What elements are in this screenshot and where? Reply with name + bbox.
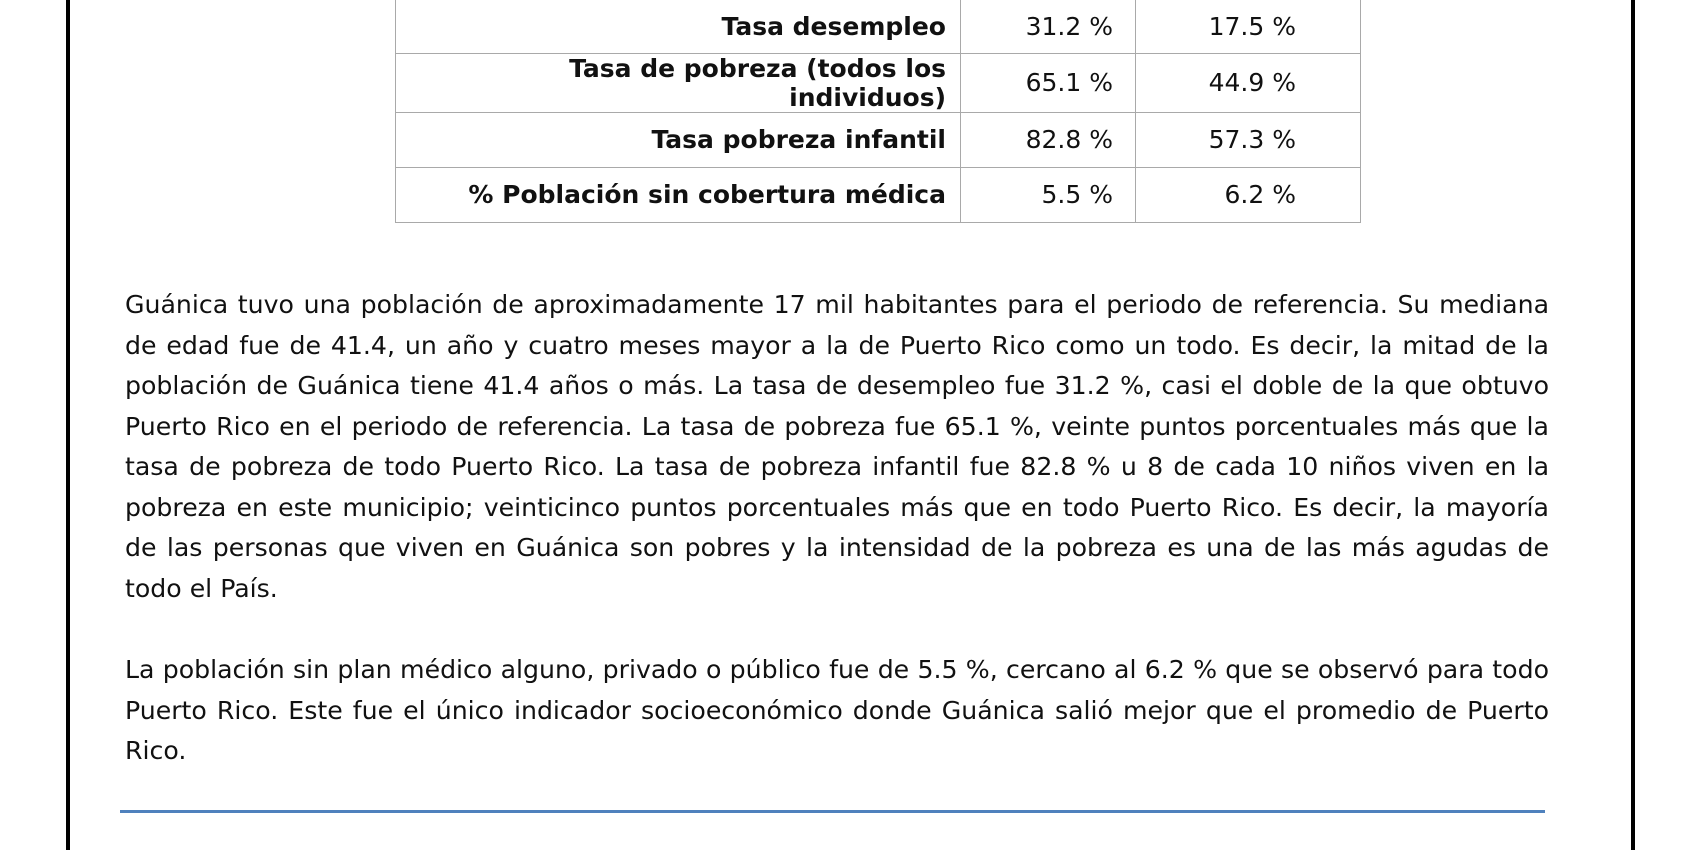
table-row xyxy=(396,167,1361,222)
indicators-table xyxy=(395,0,1361,223)
value-puerto-rico: 6.2 % xyxy=(1136,167,1361,222)
row-label: % Población sin cobertura médica xyxy=(396,167,961,222)
value-guanica: 82.8 % xyxy=(961,112,1136,167)
value-puerto-rico: 57.3 % xyxy=(1136,112,1361,167)
value-puerto-rico: 17.5 % xyxy=(1136,0,1361,53)
row-label: Tasa pobreza infantil xyxy=(396,112,961,167)
body-paragraph-population: Guánica tuvo una población de aproximadamente 17 mil habitantes para el periodo de referencia. Su mediana de edad fue de 41.4, un año y cuatro meses mayor a la de Puerto Rico como un todo. Es decir, la mitad de la población de Guánica tiene 41.4 años o más. La tasa de desempleo fue 31.2 %, casi el doble de la que obtuvo Puerto Rico en el periodo de referencia. La tasa de pobreza fue 65.1 %, veinte puntos porcentuales más que la tasa de pobreza de todo Puerto Rico. La tasa de pobreza infantil fue 82.8 % u 8 de cada 10 niños viven en la pobreza en este municipio; veinticinco puntos porcentuales más que en todo Puerto Rico. Es decir, la mayoría de las personas que viven en Guánica son pobres y la intensidad de la pobreza es una de las más agudas de todo el País. xyxy=(125,290,1549,603)
table-row xyxy=(396,112,1361,167)
page-border-right xyxy=(1631,0,1635,850)
value-puerto-rico: 44.9 % xyxy=(1136,53,1361,112)
value-guanica: 65.1 % xyxy=(961,53,1136,112)
value-guanica: 5.5 % xyxy=(961,167,1136,222)
row-label: Tasa de pobreza (todos los individuos) xyxy=(396,53,961,112)
footnote-separator xyxy=(120,810,1545,813)
row-label: Tasa desempleo xyxy=(396,0,961,53)
body-paragraph-health-coverage: La población sin plan médico alguno, privado o público fue de 5.5 %, cercano al 6.2 % que se observó para todo Puerto Rico. Este fue el único indicador socioeconómico donde Guánica salió mejor que el promedio de Puerto Rico. xyxy=(125,655,1549,765)
table-row xyxy=(396,0,1361,53)
value-guanica: 31.2 % xyxy=(961,0,1136,53)
table-row xyxy=(396,53,1361,112)
page-border-left xyxy=(66,0,70,850)
